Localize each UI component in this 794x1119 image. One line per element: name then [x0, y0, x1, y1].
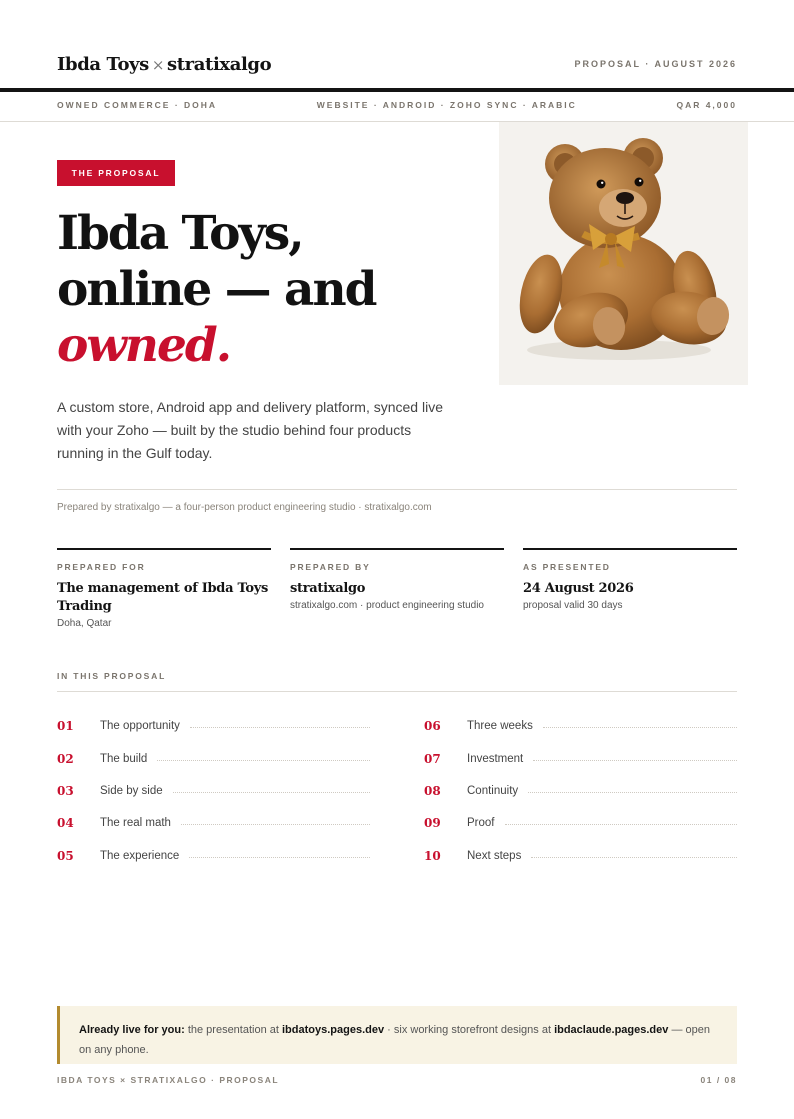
brand-separator: × — [151, 55, 165, 74]
toc-leader — [528, 792, 737, 793]
toc-title: Side by side — [100, 784, 163, 797]
prepared-for-block — [57, 548, 271, 629]
toc-item[interactable] — [57, 775, 370, 807]
hero-intro: A custom store, Android app and delivery platform, synced live with your Zoho — built by the studio behind four products running in the Gulf today. — [57, 399, 443, 461]
toc-leader — [173, 792, 370, 793]
page-header — [57, 48, 737, 80]
toc-title: The build — [100, 752, 148, 765]
presented-date: 24 August 2026 — [523, 581, 634, 596]
toc-number: 02 — [57, 751, 74, 766]
teddy-bear-photo — [499, 122, 748, 385]
toc-item[interactable] — [57, 840, 370, 872]
toc-leader — [190, 727, 370, 728]
toc-number: 06 — [424, 719, 441, 734]
toc-title: The real math — [100, 817, 171, 830]
callout-text: — open on any phone. — [79, 1024, 710, 1056]
prepared-for-value: The management of Ibda Toys Trading — [57, 581, 268, 614]
toc-item[interactable] — [57, 710, 370, 742]
subbar-center: WEBSITE · ANDROID · ZOHO SYNC · ARABIC — [316, 100, 577, 110]
toc-title: The opportunity — [100, 720, 180, 733]
toc-number: 10 — [424, 848, 441, 863]
toc-number: 03 — [57, 783, 74, 798]
toc-heading: IN THIS PROPOSAL — [57, 671, 167, 681]
toc-number: 01 — [57, 719, 74, 734]
toc-item[interactable] — [424, 742, 737, 774]
presented-label: AS PRESENTED — [523, 562, 611, 572]
toc-leader — [189, 857, 370, 858]
prepared-by-value: stratixalgo — [290, 581, 366, 596]
toc-title: The experience — [100, 849, 180, 862]
prepared-by-label: PREPARED BY — [290, 562, 371, 572]
toc-item[interactable] — [57, 807, 370, 839]
toc-rule — [57, 691, 737, 692]
page-footer — [57, 1075, 737, 1085]
prepared-for-label: PREPARED FOR — [57, 562, 146, 572]
footer-title: IBDA TOYS × STRATIXALGO · PROPOSAL — [57, 1075, 280, 1085]
toc-title: Continuity — [467, 784, 519, 797]
brand-studio: stratixalgo — [167, 53, 272, 75]
toc-column-right — [424, 710, 737, 872]
hero-title-line1: Ibda Toys, — [57, 206, 303, 261]
presentation-link[interactable]: ibdatoys.pages.dev — [282, 1024, 385, 1036]
live-callout — [57, 1006, 737, 1064]
toc-title: Proof — [467, 817, 495, 830]
callout-text: the presentation at — [184, 1024, 282, 1036]
header-rule — [0, 88, 794, 92]
toc-number: 08 — [424, 783, 441, 798]
toc-leader — [157, 760, 370, 761]
proposal-tag: THE PROPOSAL — [57, 160, 175, 186]
hero-divider — [57, 489, 737, 490]
toc-number: 05 — [57, 848, 74, 863]
brand-lockup — [57, 54, 271, 75]
sub-bar — [57, 98, 737, 112]
hero-title-line2: online — and — [57, 262, 376, 317]
prepared-by-line: Prepared by stratixalgo — a four-person product engineering studio · stratixalgo.com — [57, 502, 432, 513]
subbar-price: QAR 4,000 — [676, 100, 737, 110]
callout-lead: Already live for you: — [79, 1024, 185, 1036]
toc-item[interactable] — [424, 840, 737, 872]
brand-client: Ibda Toys — [57, 53, 149, 75]
toc-item[interactable] — [424, 775, 737, 807]
prepared-for-sub: Doha, Qatar — [57, 618, 112, 629]
hero-title — [57, 206, 477, 374]
toc-number: 04 — [57, 816, 74, 831]
toc-item[interactable] — [424, 807, 737, 839]
toc-leader — [505, 824, 738, 825]
storefront-designs-link[interactable]: ibdaclaude.pages.dev — [554, 1024, 669, 1036]
toc-item[interactable] — [57, 742, 370, 774]
teddy-bear-icon — [499, 122, 748, 385]
toc-title: Next steps — [467, 849, 522, 862]
subbar-left: OWNED COMMERCE · DOHA — [57, 100, 218, 110]
prepared-by-block — [290, 548, 504, 629]
toc-number: 07 — [424, 751, 441, 766]
toc-item[interactable] — [424, 710, 737, 742]
proposal-meta — [57, 548, 737, 629]
page-number: 01 / 08 — [700, 1075, 737, 1085]
toc-title: Three weeks — [467, 720, 533, 733]
proposal-date: PROPOSAL · AUGUST 2026 — [574, 59, 737, 69]
callout-text: · six working storefront designs at — [384, 1024, 555, 1036]
toc-title: Investment — [467, 752, 524, 765]
prepared-by-sub: stratixalgo.com · product engineering studio — [290, 600, 484, 611]
toc-number: 09 — [424, 816, 441, 831]
hero-title-accent: owned. — [57, 318, 231, 373]
presented-block — [523, 548, 737, 629]
toc-leader — [181, 824, 370, 825]
toc-leader — [531, 857, 737, 858]
toc-leader — [543, 727, 737, 728]
presented-sub: proposal valid 30 days — [523, 600, 623, 611]
toc-column-left — [57, 710, 370, 872]
toc-leader — [533, 760, 737, 761]
